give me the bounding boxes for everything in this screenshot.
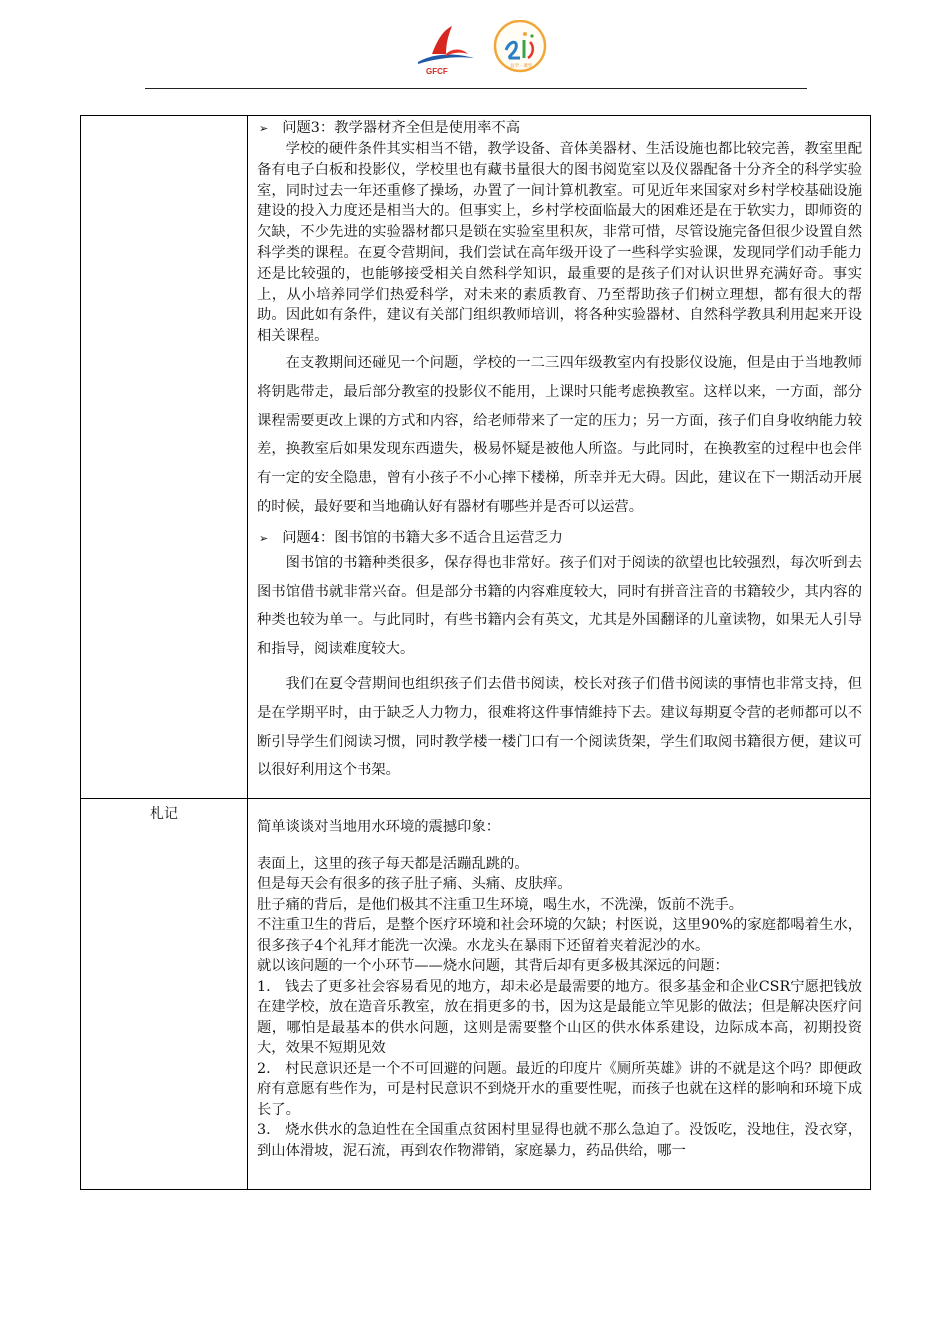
issue3-heading: ➢ 问题3：教学器材齐全但是使用率不高	[259, 120, 521, 136]
notes-line: 就以该问题的一个小环节——烧水问题，其背后却有更多极其深远的问题：	[257, 958, 729, 974]
label-cell-empty	[81, 116, 248, 799]
notes-line: 不注重卫生的背后，是整个医疗环境和社会环境的欠缺；村医说，这里90%的家庭都喝着生水，很多孩子4个礼拜才能洗一次澡。水龙头在暴雨下还留着夹着泥沙的水。	[257, 917, 862, 954]
issue4-paragraph-1: 图书馆的书籍种类很多，保存得也非常好。孩子们对于阅读的欲望也比较强烈，每次听到去图书馆借书就非常兴奋。但是部分书籍的内容难度较大，同时有拼音注音的书籍较少，其内容的种类也较为单一。与此同时，有些书籍内会有英文，尤其是外国翻译的儿童读物，如果无人引导和指导，阅读难度较大。	[257, 554, 862, 658]
table-row	[81, 116, 871, 799]
notes-line: 但是每天会有很多的孩子肚子痛、头痛、皮肤痒。	[257, 876, 572, 892]
arrow-bullet-icon: ➢	[259, 122, 269, 135]
report-table	[80, 115, 871, 1190]
classroom-logo-icon	[492, 20, 548, 74]
issues-cell	[248, 116, 871, 799]
table-row	[81, 799, 871, 1190]
issue3-paragraph-1: 学校的硬件条件其实相当不错，教学设备、音体美器材、生活设施也都比较完善，教室里配备有电子白板和投影仪，学校里也有藏书量很大的图书阅览室以及仪器配备十分齐全的科学实验室，同时过去一年还重修了操场，办置了一间计算机教室。可见近年来国家对乡村学校基础设施建设的投入力度还是相当大的。但事实上，乡村学校面临最大的困难还是在于软实力，即师资的欠缺，不少先进的实验器材都只是锁在实验室里积灰，非常可惜，尽管设施完备但很少设置自然科学类的课程。在夏令营期间，我们尝试在高年级开设了一些科学实验课，发现同学们动手能力还是比较强的，也能够接受相关自然科学知识，最重要的是孩子们对认识世界充满好奇。事实上，从小培养同学们热爱科学，对未来的素质教育、乃至帮助孩子们树立理想，都有很大的帮助。因此如有条件，建议有关部门组织教师培训，将各种实验器材、自然科学教具利用起来开设相关课程。	[257, 141, 862, 345]
notes-list-item: 3. 烧水供水的急迫性在全国重点贫困村里显得也就不那么急迫了。没饭吃，没地住，没衣穿，到山体滑坡，泥石流，再到农作物滞销，家庭暴力，药品供给，哪一	[257, 1122, 862, 1159]
arrow-bullet-icon: ➢	[259, 531, 269, 545]
notes-line: 肚子痛的背后，是他们极其不注重卫生环境，喝生水，不洗澡，饭前不洗手。	[257, 896, 744, 913]
notes-label: 札记	[150, 806, 178, 822]
notes-intro: 简单谈谈对当地用水环境的震撼印象：	[257, 819, 501, 835]
notes-list-item: 1. 钱去了更多社会容易看见的地方，却未必是最需要的地方。很多基金和企业CSR宁愿把钱放在建学校，放在造音乐教室，放在捐更多的书，因为这是最能立竿见影的做法；但是解决医疗问题，哪怕是最基本的供水问题，这则是需要整个山区的供水体系建设，边际成本高，初期投资大，效果不短期见效	[257, 978, 862, 1056]
svg-text:益学 · 课堂: 益学 · 课堂	[510, 64, 533, 69]
notes-cell	[248, 799, 871, 1190]
notes-label-cell	[81, 799, 248, 1190]
notes-list-item: 2. 村民意识还是一个不可回避的问题。最近的印度片《厕所英雄》讲的不就是这个吗？即便政府有意愿有些作为，可是村民意识不到烧开水的重要性呢，而孩子也就在这样的影响和环境下成长了。	[257, 1060, 862, 1118]
issue4-heading: ➢ 问题4：图书馆的书籍大多不适合且运营乏力	[259, 529, 563, 546]
issue4-paragraph-2: 我们在夏令营期间也组织孩子们去借书阅读，校长对孩子们借书阅读的事情也非常支持，但是在学期平时，由于缺乏人力物力，很难将这件事情維持下去。建议每期夏令营的老师都可以不断引导学生们阅读习惯，同时教学楼一楼门口有一个阅读货架，学生们取阅书籍很方便，建议可以很好利用这个书架。	[257, 675, 862, 779]
header-divider	[145, 88, 807, 89]
issue3-paragraph-2: 在支教期间还碰见一个问题，学校的一二三四年级教室内有投影仪设施，但是由于当地教师将钥匙带走，最后部分教室的投影仪不能用，上课时只能考虑换教室。这样以来，一方面，部分课程需要更改上课的方式和内容，给老师带来了一定的压力；另一方面，孩子们自身收纳能力较差，换教室后如果发现东西遗失，极易怀疑是被他人所盗。与此同时，在换教室的过程中也会伴有一定的安全隐患，曾有小孩子不小心摔下楼梯，所幸并无大碍。因此，建议在下一期活动开展的时候，最好要和当地确认好有器材有哪些并是否可以运营。	[257, 354, 862, 515]
notes-line: 表面上，这里的孩子每天都是活蹦乱跳的。	[257, 855, 529, 872]
svg-text:GFCF: GFCF	[426, 67, 448, 76]
header-logos	[412, 18, 552, 76]
